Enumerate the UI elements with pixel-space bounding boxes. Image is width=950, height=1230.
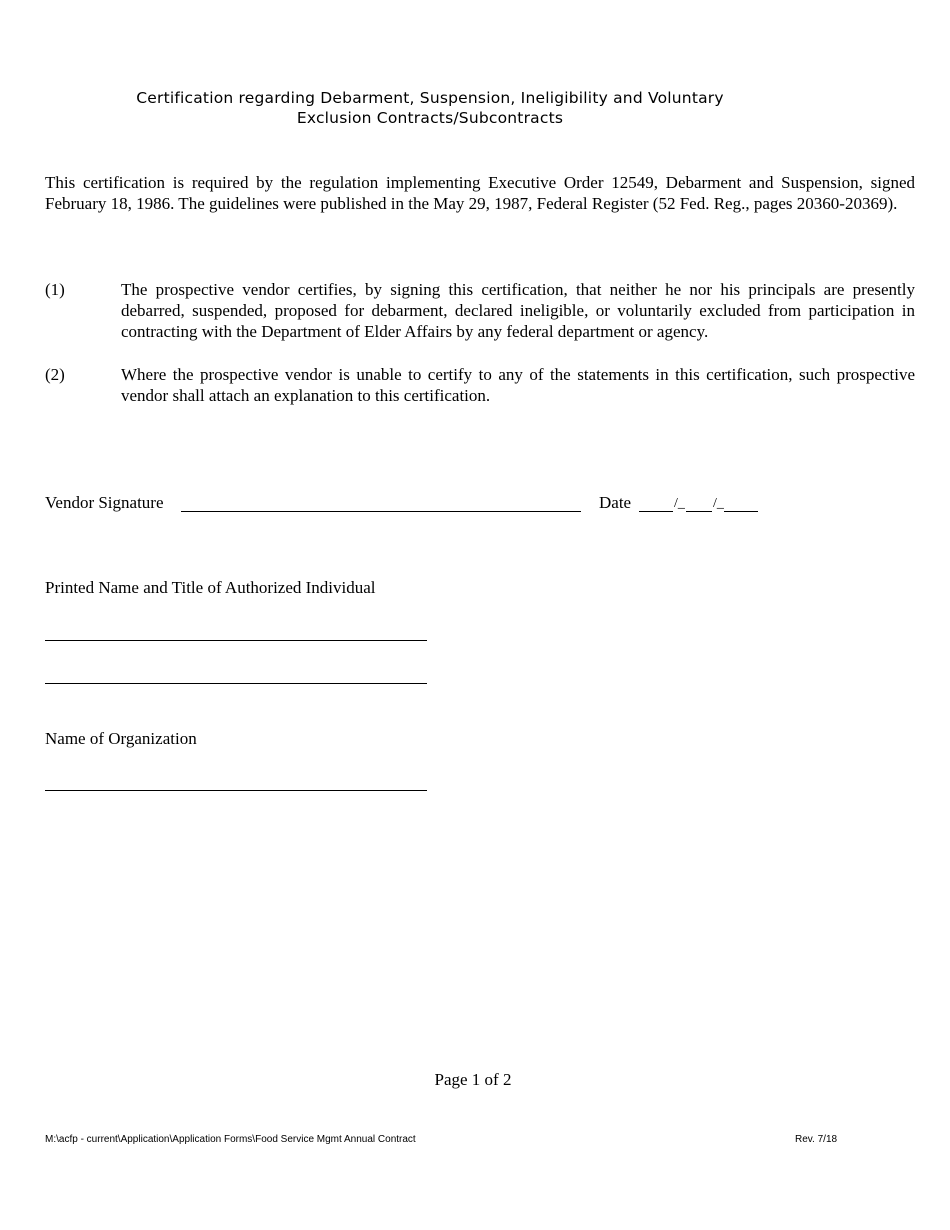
- date-separator-2: /_: [713, 496, 724, 511]
- title-line-1: Certification regarding Debarment, Suspension, Ineligibility and Voluntary: [136, 89, 724, 107]
- organization-line[interactable]: [45, 790, 427, 791]
- date-month-line[interactable]: [639, 511, 673, 512]
- item-text: Where the prospective vendor is unable to certify to any of the statements in this certification, such prospective vendor shall attach an explanation to this certification.: [121, 365, 915, 405]
- vendor-signature-line[interactable]: [181, 511, 581, 512]
- document-title: [100, 88, 760, 128]
- item-text: The prospective vendor certifies, by signing this certification, that neither he nor his principals are presently debarred, suspended, proposed for debarment, declared ineligible, or voluntarily excluded from participation in contracting with the Department of Elder Affairs by any federal department or agency.: [121, 280, 915, 341]
- date-day-line[interactable]: [686, 511, 712, 512]
- intro-paragraph: This certification is required by the regulation implementing Executive Order 12549, Debarment and Suspension, signed February 18, 1986. The guidelines were published in the May 29, 1987, Federal Register (52 Fed. Reg., pages 20360-20369).: [45, 173, 915, 213]
- title-line-2: Exclusion Contracts/Subcontracts: [296, 109, 564, 127]
- item-number: (1): [45, 280, 65, 299]
- footer-file-path: M:\acfp - current\Application\Application Forms\Food Service Mgmt Annual Contract: [45, 1134, 416, 1145]
- title-line[interactable]: [45, 683, 427, 684]
- organization-label: Name of Organization: [45, 729, 197, 748]
- footer-revision: Rev. 7/18: [795, 1134, 838, 1145]
- item-number: (2): [45, 365, 65, 384]
- printed-name-line[interactable]: [45, 640, 427, 641]
- certification-item-1: [45, 279, 915, 342]
- page-number: Page 1 of 2: [434, 1070, 512, 1089]
- printed-name-label: Printed Name and Title of Authorized Individual: [45, 578, 376, 597]
- date-separator-1: /_: [674, 496, 685, 511]
- date-year-line[interactable]: [724, 511, 758, 512]
- vendor-signature-label: Vendor Signature: [45, 493, 164, 512]
- date-label: Date: [599, 493, 632, 512]
- certification-item-2: [45, 364, 915, 406]
